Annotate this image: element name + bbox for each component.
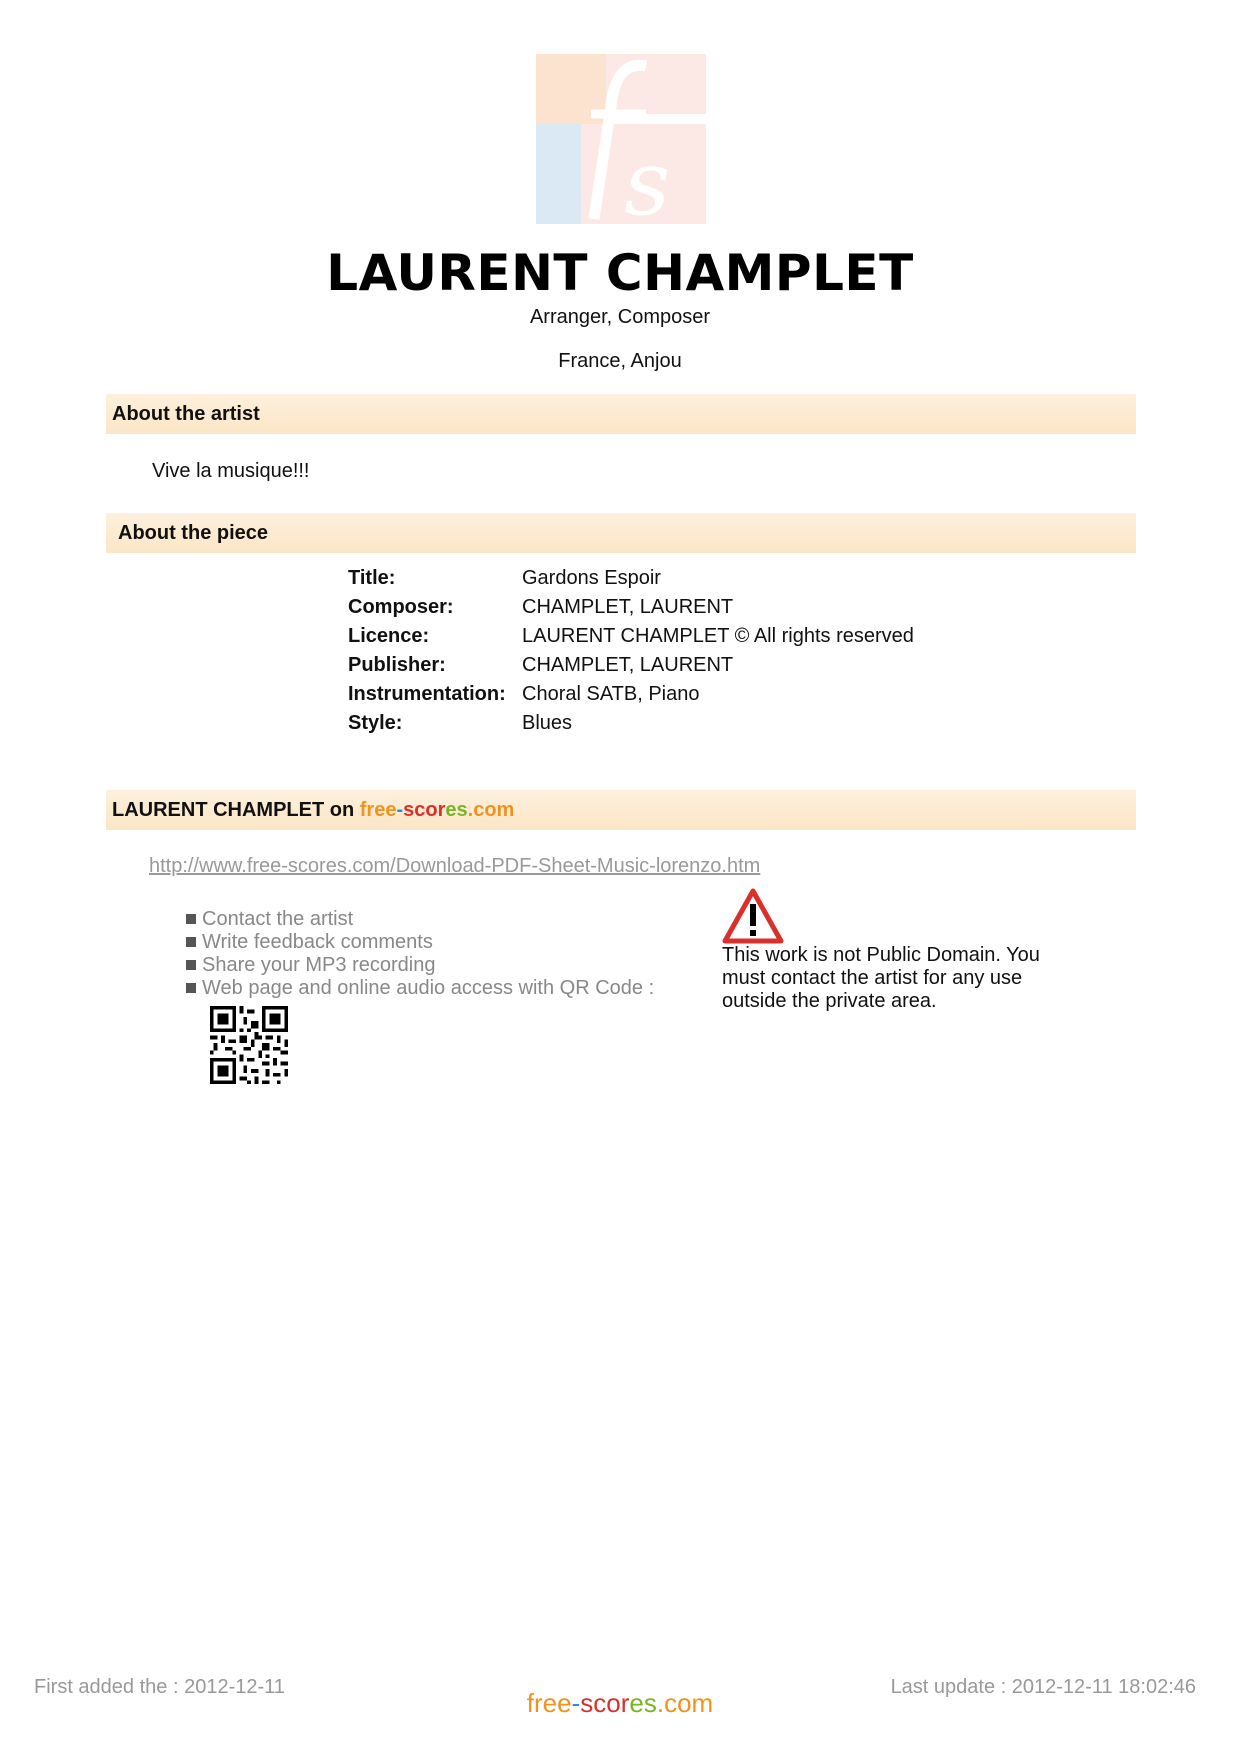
list-item-qr-code-access[interactable]: Web page and online audio access with QR Code :: [186, 977, 654, 1000]
artist-actions-list: [186, 908, 654, 1000]
square-bullet-icon: [186, 937, 196, 947]
section-heading-artist-on-free-scores: [106, 790, 1136, 830]
detail-label: Licence:: [348, 625, 430, 647]
about-artist-text: Vive la musique!!!: [152, 460, 310, 482]
section-heading-about-artist: About the artist: [106, 394, 1136, 434]
artist-name: LAURENT CHAMPLET: [326, 244, 914, 302]
artist-location: France, Anjou: [558, 350, 682, 372]
first-added-date: First added the : 2012-12-11: [34, 1676, 285, 1698]
list-item-share-mp3[interactable]: Share your MP3 recording: [186, 954, 654, 977]
square-bullet-icon: [186, 960, 196, 970]
detail-row-style: [348, 709, 914, 738]
detail-row-licence: [348, 622, 914, 651]
free-scores-logo: [536, 54, 706, 224]
list-item-write-feedback[interactable]: Write feedback comments: [186, 931, 654, 954]
detail-value: Gardons Espoir: [522, 567, 661, 589]
svg-text:s: s: [624, 131, 671, 224]
detail-value: CHAMPLET, LAURENT: [522, 596, 734, 618]
footer-brand-logo[interactable]: free-scores.com: [526, 1688, 714, 1718]
warning-triangle-icon: [722, 888, 784, 944]
detail-value: LAURENT CHAMPLET © All rights reserved: [522, 625, 914, 647]
section-heading-about-piece: About the piece: [106, 513, 1136, 553]
artist-roles: Arranger, Composer: [529, 306, 711, 328]
detail-value: CHAMPLET, LAURENT: [522, 654, 734, 676]
artist-page-link[interactable]: http://www.free-scores.com/Download-PDF-Sheet-Music-lorenzo.htm: [149, 855, 761, 877]
detail-row-title: [348, 564, 914, 593]
piece-details: [348, 564, 914, 738]
detail-value: Choral SATB, Piano: [522, 683, 700, 705]
brand-inline[interactable]: free-scores.com: [359, 799, 515, 821]
list-item-contact-artist[interactable]: Contact the artist: [186, 908, 654, 931]
last-update-date: Last update : 2012-12-11 18:02:46: [890, 1676, 1196, 1698]
detail-value: Blues: [522, 712, 573, 734]
detail-row-composer: [348, 593, 914, 622]
qr-code[interactable]: [210, 1006, 288, 1084]
heading-prefix: LAURENT CHAMPLET on: [112, 799, 355, 821]
detail-label: Instrumentation:: [348, 683, 506, 705]
detail-label: Composer:: [348, 596, 454, 618]
detail-row-instrumentation: [348, 680, 914, 709]
detail-label: Title:: [348, 567, 396, 589]
square-bullet-icon: [186, 983, 196, 993]
detail-label: Style:: [348, 712, 403, 734]
square-bullet-icon: [186, 914, 196, 924]
detail-label: Publisher:: [348, 654, 446, 676]
detail-row-publisher: [348, 651, 914, 680]
copyright-notice: This work is not Public Domain. You must contact the artist for any use outside the private area.: [722, 944, 1040, 1012]
